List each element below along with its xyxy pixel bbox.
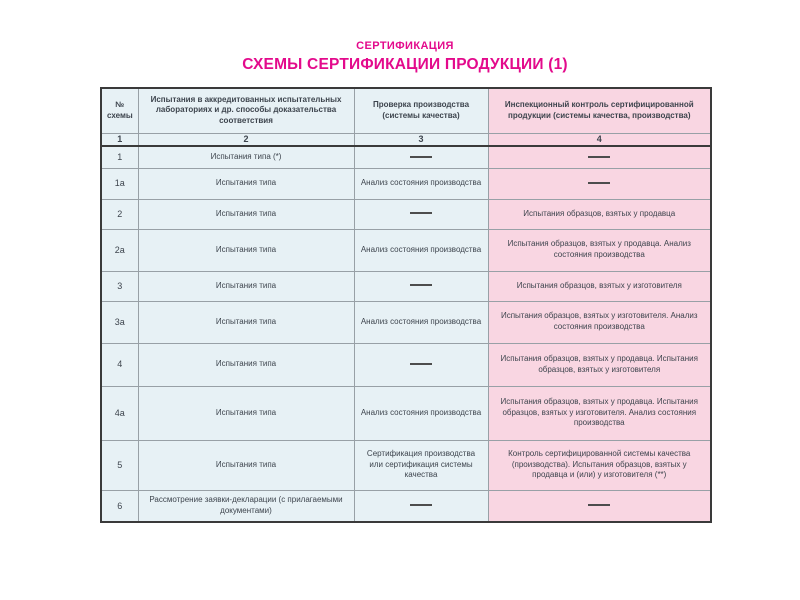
tests-cell: Испытания типа [138, 271, 354, 301]
scheme-number-cell: 4 [101, 343, 138, 386]
certification-schemes-table [100, 87, 712, 523]
tests-cell: Испытания типа [138, 229, 354, 271]
tests-cell: Испытания типа [138, 343, 354, 386]
column-number-3: 3 [354, 133, 488, 146]
scheme-number-cell: 2а [101, 229, 138, 271]
inspection-cell [488, 490, 711, 522]
table-row [101, 271, 711, 301]
dash-placeholder [410, 212, 432, 214]
production-check-header: Проверка производства (системы качества) [354, 88, 488, 133]
table-row [101, 168, 711, 199]
dash-placeholder [410, 363, 432, 365]
production-check-cell: Анализ состояния производства [354, 386, 488, 440]
table-row [101, 343, 711, 386]
production-check-cell [354, 271, 488, 301]
scheme-number-cell: 4а [101, 386, 138, 440]
tests-cell: Рассмотрение заявки-декларации (с прилагаемыми документами) [138, 490, 354, 522]
page-supertitle: СЕРТИФИКАЦИЯ [356, 40, 454, 52]
tests-header: Испытания в аккредитованных испытательных лабораториях и др. способы доказательства соответствия [138, 88, 354, 133]
production-check-cell [354, 343, 488, 386]
table-row [101, 440, 711, 490]
tests-cell: Испытания типа (*) [138, 146, 354, 168]
table-body [101, 146, 711, 522]
inspection-header: Инспекционный контроль сертифицированной продукции (системы качества, производства) [488, 88, 711, 133]
inspection-cell [488, 168, 711, 199]
production-check-cell [354, 146, 488, 168]
column-numbers-row [101, 133, 711, 146]
tests-cell: Испытания типа [138, 386, 354, 440]
dash-placeholder [410, 504, 432, 506]
tests-cell: Испытания типа [138, 301, 354, 343]
scheme-number-header: № схемы [101, 88, 138, 133]
table-header [101, 88, 711, 146]
inspection-cell: Испытания образцов, взятых у продавца. Испытания образцов, взятых у изготовителя. Анализ состояния производства [488, 386, 711, 440]
dash-placeholder [588, 156, 610, 158]
production-check-cell: Анализ состояния производства [354, 301, 488, 343]
header-row [101, 88, 711, 133]
inspection-cell: Контроль сертифицированной системы качества (производства). Испытания образцов, взятых у продавца и (или) у изготовителя (**) [488, 440, 711, 490]
table-row [101, 301, 711, 343]
production-check-cell [354, 199, 488, 229]
page-title: СХЕМЫ СЕРТИФИКАЦИИ ПРОДУКЦИИ (1) [242, 56, 568, 73]
inspection-cell: Испытания образцов, взятых у продавца. Анализ состояния производства [488, 229, 711, 271]
table-row [101, 490, 711, 522]
inspection-cell: Испытания образцов, взятых у изготовителя [488, 271, 711, 301]
tests-cell: Испытания типа [138, 199, 354, 229]
dash-placeholder [410, 156, 432, 158]
table-row [101, 199, 711, 229]
inspection-cell: Испытания образцов, взятых у продавца. Испытания образцов, взятых у изготовителя [488, 343, 711, 386]
inspection-cell: Испытания образцов, взятых у изготовителя. Анализ состояния производства [488, 301, 711, 343]
inspection-cell [488, 146, 711, 168]
dash-placeholder [588, 504, 610, 506]
inspection-cell: Испытания образцов, взятых у продавца [488, 199, 711, 229]
dash-placeholder [588, 182, 610, 184]
column-number-2: 2 [138, 133, 354, 146]
production-check-cell: Анализ состояния производства [354, 168, 488, 199]
column-number-4: 4 [488, 133, 711, 146]
production-check-cell [354, 490, 488, 522]
production-check-cell: Сертификация производства или сертификация системы качества [354, 440, 488, 490]
table-row [101, 146, 711, 168]
scheme-number-cell: 1 [101, 146, 138, 168]
column-number-1: 1 [101, 133, 138, 146]
production-check-cell: Анализ состояния производства [354, 229, 488, 271]
dash-placeholder [410, 284, 432, 286]
certification-slide [100, 0, 710, 523]
scheme-number-cell: 5 [101, 440, 138, 490]
tests-cell: Испытания типа [138, 440, 354, 490]
scheme-number-cell: 6 [101, 490, 138, 522]
tests-cell: Испытания типа [138, 168, 354, 199]
table-row [101, 229, 711, 271]
scheme-number-cell: 3 [101, 271, 138, 301]
table-row [101, 386, 711, 440]
scheme-number-cell: 1а [101, 168, 138, 199]
scheme-number-cell: 3а [101, 301, 138, 343]
scheme-number-cell: 2 [101, 199, 138, 229]
